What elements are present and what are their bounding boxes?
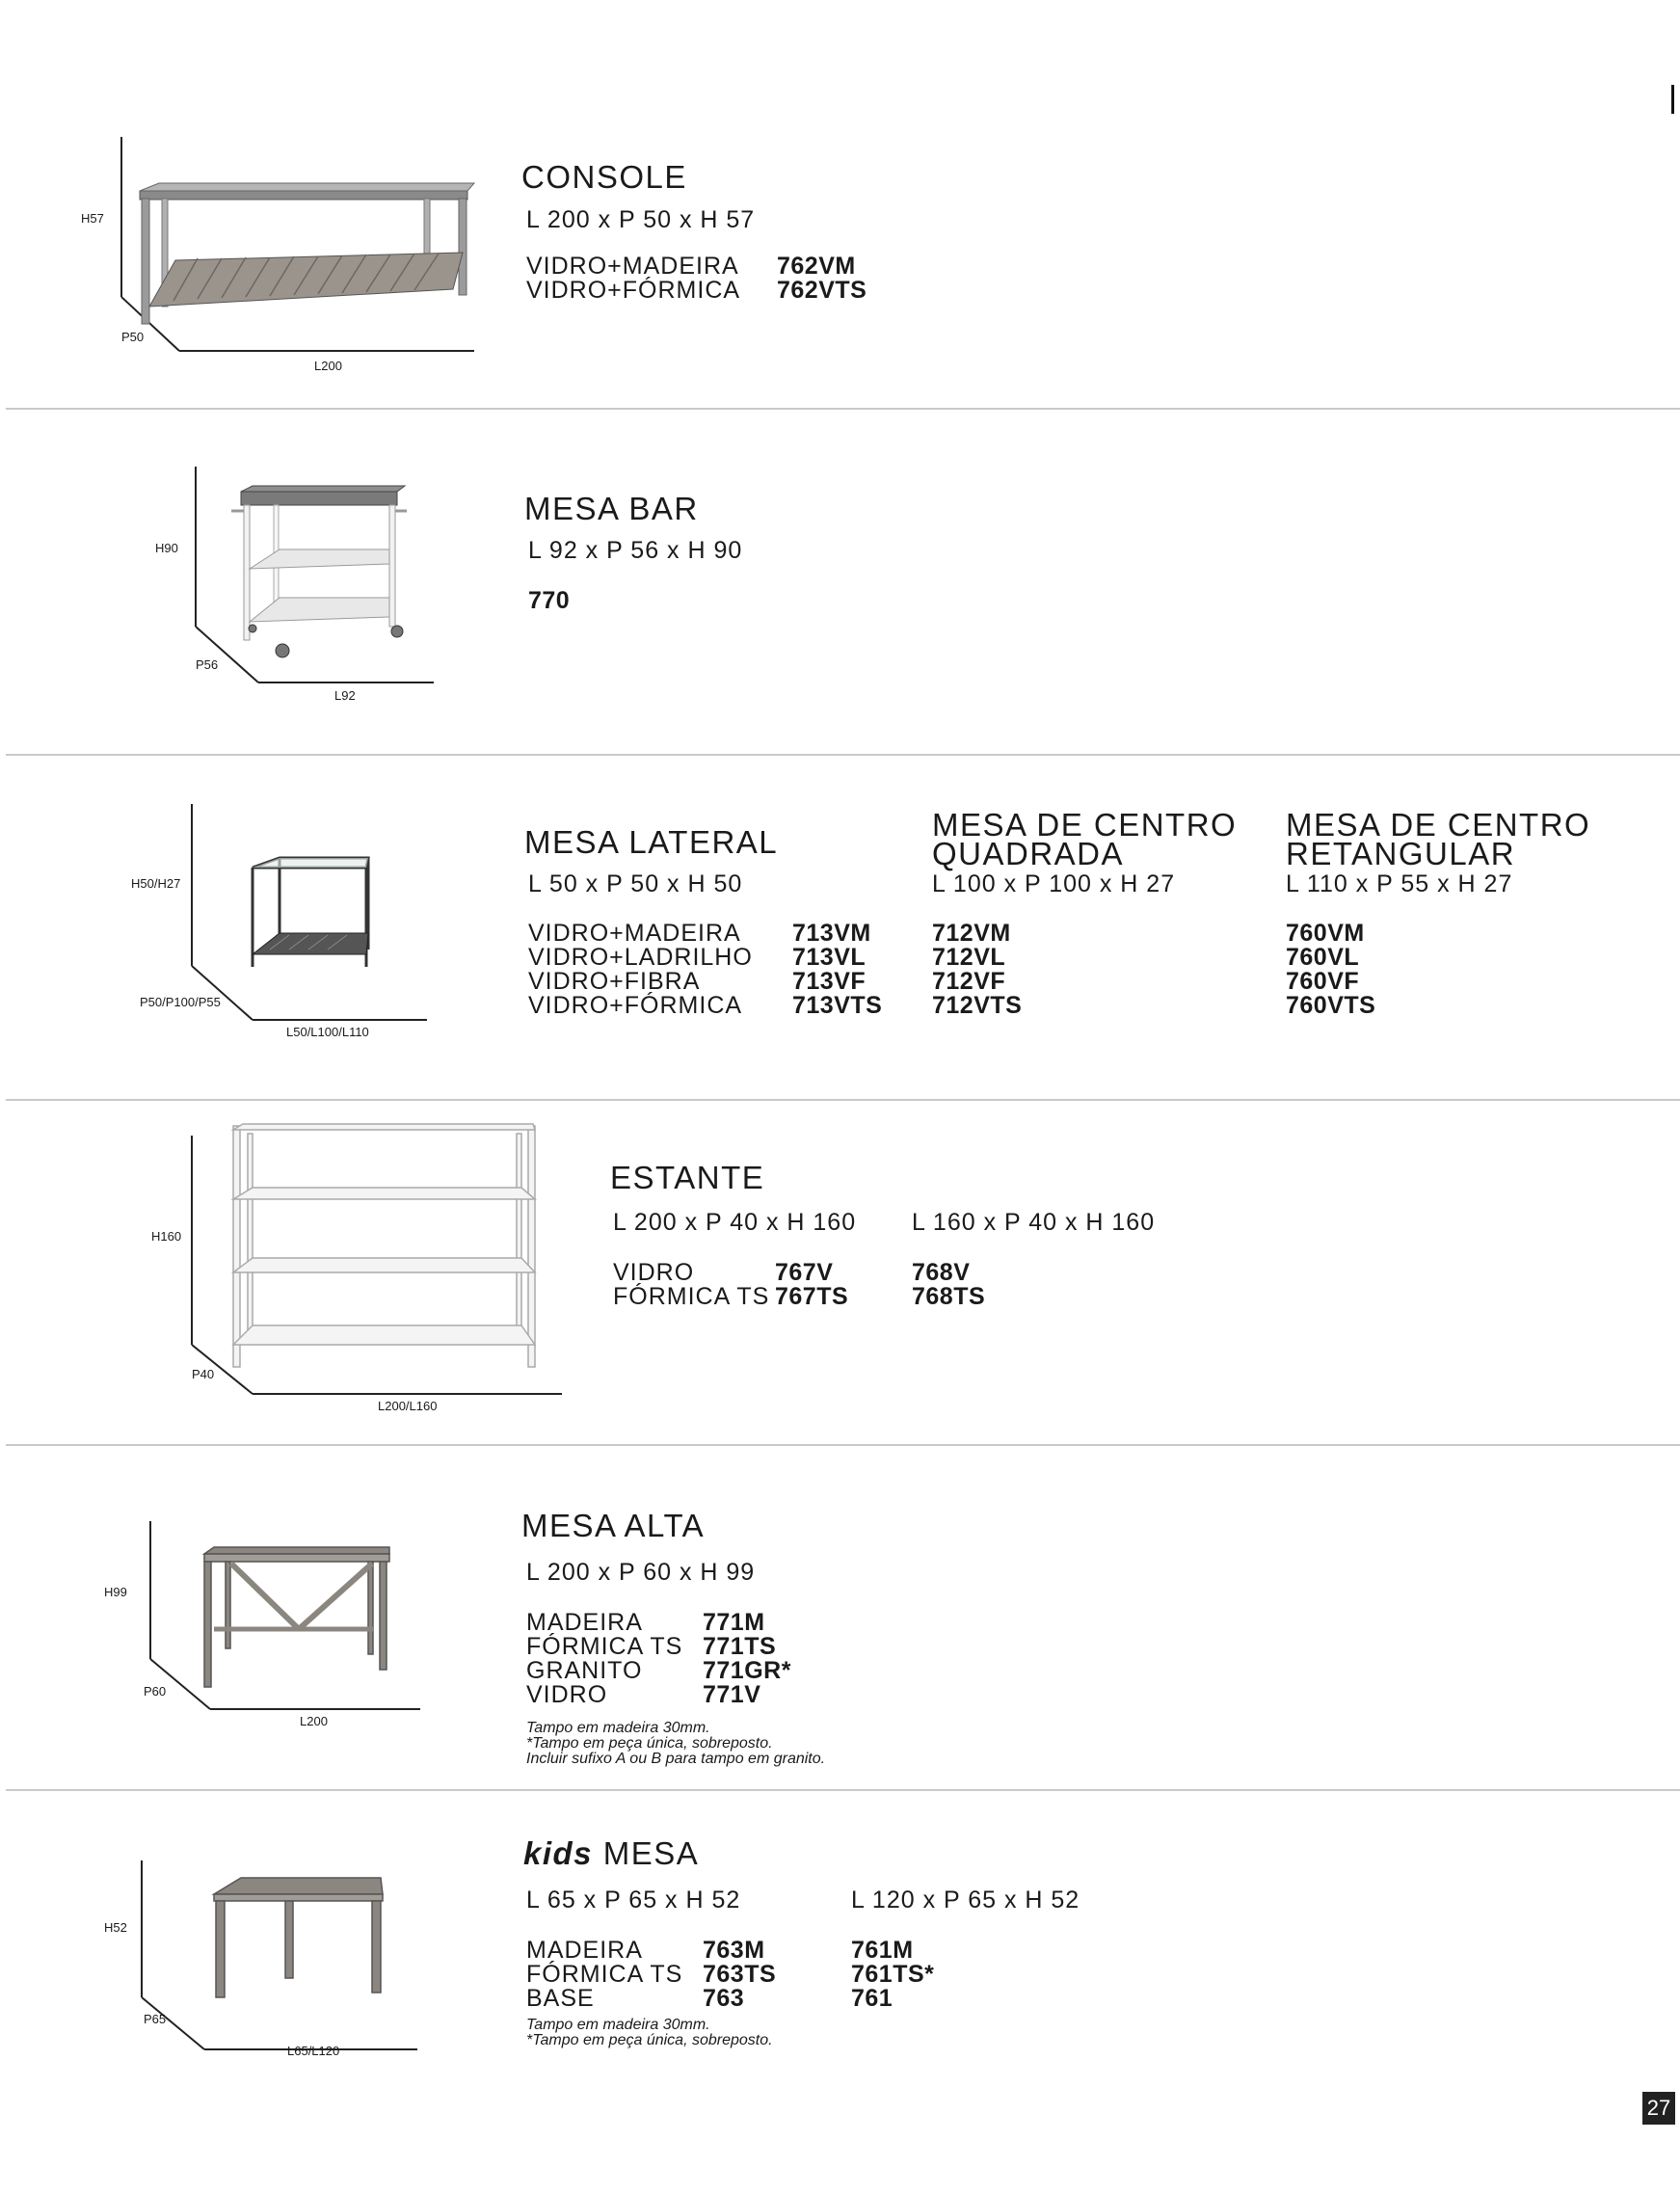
product-code: 771V bbox=[703, 1681, 761, 1708]
product-code: 760VTS bbox=[1286, 992, 1376, 1019]
mesa-bar-length-label: L92 bbox=[334, 688, 356, 703]
console-title: CONSOLE bbox=[521, 159, 687, 195]
kids-mesa-codes-2 bbox=[851, 1939, 934, 2011]
product-code: 761M bbox=[851, 1937, 914, 1964]
mesa-centro-quadrada-dimensions: L 100 x P 100 x H 27 bbox=[932, 870, 1176, 897]
mesa-bar-height-label: H90 bbox=[155, 541, 178, 555]
kids-mesa-depth-label: P65 bbox=[144, 2012, 167, 2026]
kids-mesa-height-label: H52 bbox=[104, 1920, 127, 1935]
note-line: Tampo em madeira 30mm. bbox=[526, 1720, 710, 1736]
kids-mesa-length-label: L65/L120 bbox=[287, 2044, 340, 2058]
material-item: FÓRMICA TS bbox=[526, 1961, 683, 1988]
estante-title: ESTANTE bbox=[610, 1160, 765, 1195]
section-divider bbox=[6, 1444, 1680, 1446]
mesa-centro-quadrada-codes bbox=[932, 922, 1022, 1018]
mesa-lateral-materials bbox=[528, 922, 753, 1018]
title-line: QUADRADA bbox=[932, 836, 1125, 871]
material-item: GRANITO bbox=[526, 1657, 643, 1684]
product-code: 712VTS bbox=[932, 992, 1023, 1019]
note-line: *Tampo em peça única, sobreposto. bbox=[526, 2032, 773, 2048]
mesa-bar-title: MESA BAR bbox=[524, 491, 699, 526]
title-line: RETANGULAR bbox=[1286, 836, 1516, 871]
mesa-centro-retangular-dimensions: L 110 x P 55 x H 27 bbox=[1286, 870, 1513, 897]
product-code: 771M bbox=[703, 1609, 765, 1636]
product-code: 712VF bbox=[932, 968, 1006, 995]
product-code: 767TS bbox=[775, 1283, 849, 1310]
kids-mesa-materials bbox=[526, 1939, 682, 2011]
material-item: VIDRO+FÓRMICA bbox=[528, 992, 743, 1019]
product-code: 771TS bbox=[703, 1633, 777, 1660]
product-code: 713VM bbox=[792, 920, 871, 947]
product-code: 760VF bbox=[1286, 968, 1360, 995]
mesa-alta-dimensions: L 200 x P 60 x H 99 bbox=[526, 1559, 756, 1586]
product-code: 760VL bbox=[1286, 944, 1360, 971]
product-code: 712VL bbox=[932, 944, 1006, 971]
mesa-lateral-depth-label: P50/P100/P55 bbox=[140, 995, 221, 1009]
estante-length-label: L200/L160 bbox=[378, 1399, 438, 1413]
mesa-alta-title: MESA ALTA bbox=[521, 1508, 706, 1543]
estante-height-label: H160 bbox=[151, 1229, 182, 1244]
material-item: VIDRO+MADEIRA bbox=[528, 920, 741, 947]
kids-brand: kids bbox=[523, 1835, 594, 1871]
estante-dimensions-2: L 160 x P 40 x H 160 bbox=[912, 1209, 1156, 1236]
mesa-lateral-length-label: L50/L100/L110 bbox=[286, 1025, 369, 1039]
mesa-centro-retangular-title bbox=[1286, 807, 1591, 871]
mesa-alta-notes bbox=[526, 1721, 825, 1767]
estante-depth-label: P40 bbox=[192, 1367, 215, 1381]
console-materials bbox=[526, 254, 740, 303]
mesa-centro-retangular-codes bbox=[1286, 922, 1375, 1018]
mesa-lateral-codes bbox=[792, 922, 882, 1018]
product-code: 767V bbox=[775, 1259, 834, 1286]
mesa-bar-code: 770 bbox=[528, 587, 571, 614]
mesa-lateral-height-label: H50/H27 bbox=[131, 876, 181, 891]
mesa-alta-height-label: H99 bbox=[104, 1585, 127, 1599]
product-code: 761TS* bbox=[851, 1961, 935, 1988]
mesa-bar-dimensions: L 92 x P 56 x H 90 bbox=[528, 537, 743, 564]
material-item: VIDRO+MADEIRA bbox=[526, 253, 739, 280]
kids-mesa-title bbox=[523, 1837, 699, 1869]
console-length-label: L200 bbox=[314, 359, 342, 373]
console-codes bbox=[777, 254, 867, 303]
material-item: MADEIRA bbox=[526, 1609, 643, 1636]
note-line: *Tampo em peça única, sobreposto. bbox=[526, 1735, 773, 1752]
product-code: 762VTS bbox=[777, 277, 867, 304]
kids-mesa-illustration bbox=[0, 0, 1, 1]
material-item: VIDRO bbox=[613, 1259, 695, 1286]
section-divider bbox=[6, 408, 1680, 410]
product-code: 763TS bbox=[703, 1961, 777, 1988]
product-code: 713VL bbox=[792, 944, 867, 971]
mesa-lateral-title: MESA LATERAL bbox=[524, 824, 779, 860]
material-item: VIDRO bbox=[526, 1681, 608, 1708]
product-code: 768TS bbox=[912, 1283, 986, 1310]
mesa-lateral-dimensions: L 50 x P 50 x H 50 bbox=[528, 870, 743, 897]
material-item: VIDRO+LADRILHO bbox=[528, 944, 753, 971]
estante-codes-2 bbox=[912, 1261, 985, 1309]
material-item: BASE bbox=[526, 1985, 595, 2012]
console-height-label: H57 bbox=[81, 211, 104, 226]
kids-mesa-notes bbox=[526, 2018, 773, 2048]
estante-materials bbox=[613, 1261, 769, 1309]
mesa-bar-depth-label: P56 bbox=[196, 657, 219, 672]
product-code: 712VM bbox=[932, 920, 1011, 947]
page-number: 27 bbox=[1642, 2092, 1675, 2125]
title-text: MESA bbox=[593, 1835, 700, 1871]
section-divider bbox=[6, 754, 1680, 756]
note-line: Incluir sufixo A ou B para tampo em granito. bbox=[526, 1751, 826, 1767]
product-code: 761 bbox=[851, 1985, 893, 2012]
note-line: Tampo em madeira 30mm. bbox=[526, 2017, 710, 2033]
console-dimensions: L 200 x P 50 x H 57 bbox=[526, 206, 756, 233]
product-code: 760VM bbox=[1286, 920, 1365, 947]
section-divider bbox=[6, 1099, 1680, 1101]
product-code: 713VF bbox=[792, 968, 867, 995]
console-depth-label: P50 bbox=[121, 330, 145, 344]
material-item: VIDRO+FÓRMICA bbox=[526, 277, 741, 304]
material-item: FÓRMICA TS bbox=[526, 1633, 683, 1660]
product-code: 713VTS bbox=[792, 992, 883, 1019]
product-code: 771GR* bbox=[703, 1657, 791, 1684]
kids-mesa-dimensions-1: L 65 x P 65 x H 52 bbox=[526, 1886, 741, 1913]
material-item: FÓRMICA TS bbox=[613, 1283, 770, 1310]
title-line: MESA DE CENTRO bbox=[1286, 807, 1591, 843]
section-divider bbox=[6, 1789, 1680, 1791]
product-code: 763 bbox=[703, 1985, 745, 2012]
estante-dimensions-1: L 200 x P 40 x H 160 bbox=[613, 1209, 857, 1236]
material-item: MADEIRA bbox=[526, 1937, 643, 1964]
product-code: 762VM bbox=[777, 253, 856, 280]
estante-codes-1 bbox=[775, 1261, 848, 1309]
kids-mesa-dimensions-2: L 120 x P 65 x H 52 bbox=[851, 1886, 1080, 1913]
product-code: 763M bbox=[703, 1937, 765, 1964]
mesa-centro-quadrada-title bbox=[932, 807, 1238, 871]
mesa-alta-codes bbox=[703, 1611, 791, 1707]
mesa-alta-materials bbox=[526, 1611, 682, 1707]
mesa-alta-length-label: L200 bbox=[300, 1714, 328, 1728]
kids-mesa-codes-1 bbox=[703, 1939, 776, 2011]
page-edge-mark bbox=[1671, 85, 1674, 114]
product-code: 768V bbox=[912, 1259, 971, 1286]
mesa-alta-depth-label: P60 bbox=[144, 1684, 167, 1699]
material-item: VIDRO+FIBRA bbox=[528, 968, 701, 995]
title-line: MESA DE CENTRO bbox=[932, 807, 1238, 843]
